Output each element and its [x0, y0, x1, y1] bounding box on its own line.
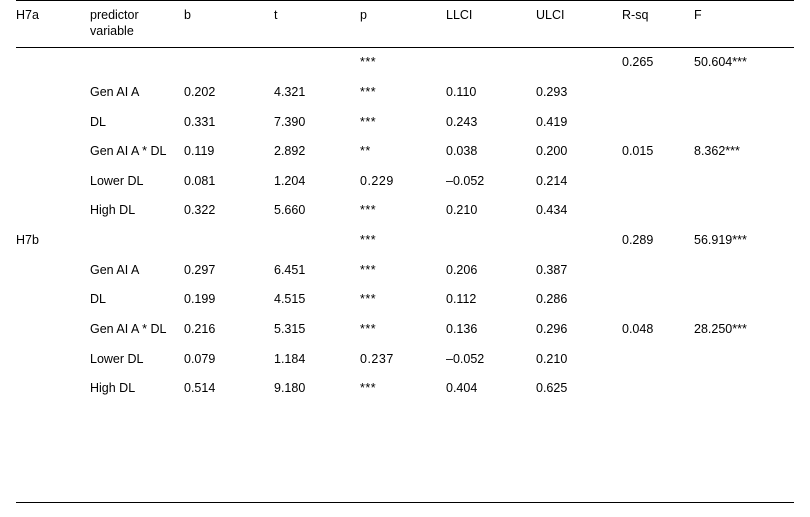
column-header-llci: LLCI — [446, 1, 536, 48]
column-header-hypothesis: H7a — [16, 1, 90, 48]
cell-predictor: Lower DL — [90, 351, 144, 366]
cell-f: 56.919*** — [694, 233, 747, 247]
table-row — [16, 137, 794, 167]
cell-f: 28.250*** — [694, 321, 747, 336]
cell-f: 50.604*** — [694, 55, 747, 70]
cell-p: *** — [360, 203, 377, 218]
cell-r-sq: 0.265 — [622, 55, 654, 70]
column-header-p: p — [360, 1, 446, 48]
table-row — [16, 226, 794, 256]
cell-r-sq: 0.015 — [622, 144, 654, 159]
cell-predictor — [90, 48, 184, 78]
cell-ulci: 0.296 — [536, 321, 568, 336]
table-row — [16, 48, 794, 78]
cell-ulci: 0.200 — [536, 144, 568, 159]
cell-hypothesis — [16, 78, 90, 108]
cell-r-sq — [622, 108, 694, 138]
cell-hypothesis — [16, 374, 90, 406]
cell-b: 0.514 — [184, 381, 216, 396]
cell-llci: 0.112 — [446, 292, 477, 307]
cell-b — [184, 48, 274, 78]
cell-predictor: Gen AI A * DL — [90, 144, 167, 159]
cell-hypothesis — [16, 167, 90, 197]
cell-predictor: Lower DL — [90, 173, 144, 188]
cell-ulci: 0.434 — [536, 203, 568, 218]
cell-llci: –0.052 — [446, 173, 485, 188]
cell-ulci: 0.286 — [536, 292, 568, 307]
table-row — [16, 345, 794, 375]
cell-b: 0.119 — [184, 144, 215, 159]
moderation-results-table — [16, 0, 794, 406]
cell-hypothesis — [16, 196, 90, 226]
cell-p: 0.237 — [360, 351, 394, 366]
cell-r-sq — [622, 285, 694, 315]
cell-ulci — [536, 48, 622, 78]
cell-f — [694, 285, 794, 315]
cell-r-sq — [622, 256, 694, 286]
cell-p: *** — [360, 55, 377, 70]
cell-predictor: Gen AI A * DL — [90, 321, 167, 336]
cell-t: 9.180 — [274, 381, 306, 396]
table-row — [16, 374, 794, 406]
cell-p: *** — [360, 233, 377, 247]
cell-t: 6.451 — [274, 262, 306, 277]
cell-hypothesis — [16, 137, 90, 167]
cell-hypothesis: H7b — [16, 233, 39, 247]
cell-t: 5.315 — [274, 321, 306, 336]
cell-hypothesis — [16, 345, 90, 375]
cell-t: 1.204 — [274, 173, 306, 188]
cell-t — [274, 48, 360, 78]
cell-llci: 0.110 — [446, 84, 477, 99]
cell-b: 0.079 — [184, 351, 216, 366]
cell-t: 2.892 — [274, 144, 306, 159]
cell-b: 0.297 — [184, 262, 216, 277]
table-row — [16, 78, 794, 108]
table-header-row — [16, 1, 794, 48]
cell-t: 1.184 — [274, 351, 306, 366]
cell-predictor: Gen AI A — [90, 84, 140, 99]
cell-b: 0.199 — [184, 292, 216, 307]
table-row — [16, 167, 794, 197]
cell-llci: 0.136 — [446, 321, 478, 336]
column-header-t: t — [274, 1, 360, 48]
cell-ulci: 0.214 — [536, 173, 568, 188]
cell-b — [184, 226, 274, 256]
cell-llci — [446, 48, 536, 78]
column-header-r-sq: R-sq — [622, 1, 694, 48]
cell-t — [274, 226, 360, 256]
cell-f — [694, 108, 794, 138]
cell-predictor: Gen AI A — [90, 262, 140, 277]
cell-predictor: High DL — [90, 203, 136, 218]
column-header-ulci: ULCI — [536, 1, 622, 48]
cell-r-sq — [622, 374, 694, 406]
cell-r-sq — [622, 167, 694, 197]
cell-t: 7.390 — [274, 114, 306, 129]
cell-hypothesis — [16, 256, 90, 286]
cell-llci: –0.052 — [446, 351, 485, 366]
cell-hypothesis — [16, 48, 90, 78]
cell-b: 0.331 — [184, 114, 216, 129]
cell-ulci: 0.210 — [536, 351, 568, 366]
cell-p: *** — [360, 292, 377, 307]
cell-predictor: DL — [90, 292, 106, 307]
cell-f — [694, 78, 794, 108]
table-row — [16, 108, 794, 138]
cell-predictor: DL — [90, 114, 106, 129]
cell-f — [694, 374, 794, 406]
column-header-b: b — [184, 1, 274, 48]
cell-r-sq — [622, 196, 694, 226]
cell-llci: 0.404 — [446, 381, 478, 396]
cell-ulci — [536, 226, 622, 256]
cell-b: 0.081 — [184, 173, 216, 188]
cell-r-sq — [622, 78, 694, 108]
table-row — [16, 315, 794, 345]
table-row — [16, 285, 794, 315]
cell-hypothesis — [16, 108, 90, 138]
cell-ulci: 0.419 — [536, 114, 568, 129]
cell-p: *** — [360, 84, 377, 99]
cell-t: 4.515 — [274, 292, 306, 307]
cell-predictor: High DL — [90, 381, 136, 396]
cell-llci: 0.210 — [446, 203, 478, 218]
cell-f — [694, 256, 794, 286]
cell-predictor — [90, 226, 184, 256]
cell-p: 0.229 — [360, 173, 394, 188]
table-row — [16, 256, 794, 286]
table-header — [16, 1, 794, 48]
cell-f — [694, 167, 794, 197]
cell-p: *** — [360, 321, 377, 336]
cell-ulci: 0.625 — [536, 381, 568, 396]
column-header-predictor-variable: predictor variable — [90, 1, 184, 48]
cell-llci: 0.206 — [446, 262, 478, 277]
cell-llci: 0.243 — [446, 114, 478, 129]
cell-b: 0.322 — [184, 203, 216, 218]
cell-llci: 0.038 — [446, 144, 478, 159]
cell-ulci: 0.293 — [536, 84, 568, 99]
cell-t: 5.660 — [274, 203, 306, 218]
table-body — [16, 48, 794, 406]
cell-ulci: 0.387 — [536, 262, 568, 277]
cell-p: *** — [360, 262, 377, 277]
cell-f: 8.362*** — [694, 144, 740, 159]
table-row — [16, 196, 794, 226]
cell-b: 0.202 — [184, 84, 216, 99]
cell-llci — [446, 226, 536, 256]
cell-b: 0.216 — [184, 321, 216, 336]
cell-hypothesis — [16, 315, 90, 345]
cell-p: ** — [360, 144, 371, 159]
cell-p: *** — [360, 114, 377, 129]
cell-f — [694, 345, 794, 375]
cell-r-sq: 0.048 — [622, 321, 654, 336]
cell-hypothesis — [16, 285, 90, 315]
cell-p: *** — [360, 381, 377, 396]
cell-f — [694, 196, 794, 226]
cell-r-sq: 0.289 — [622, 233, 654, 247]
cell-t: 4.321 — [274, 84, 306, 99]
cell-r-sq — [622, 345, 694, 375]
column-header-f: F — [694, 1, 794, 48]
table-bottom-rule — [16, 502, 794, 503]
